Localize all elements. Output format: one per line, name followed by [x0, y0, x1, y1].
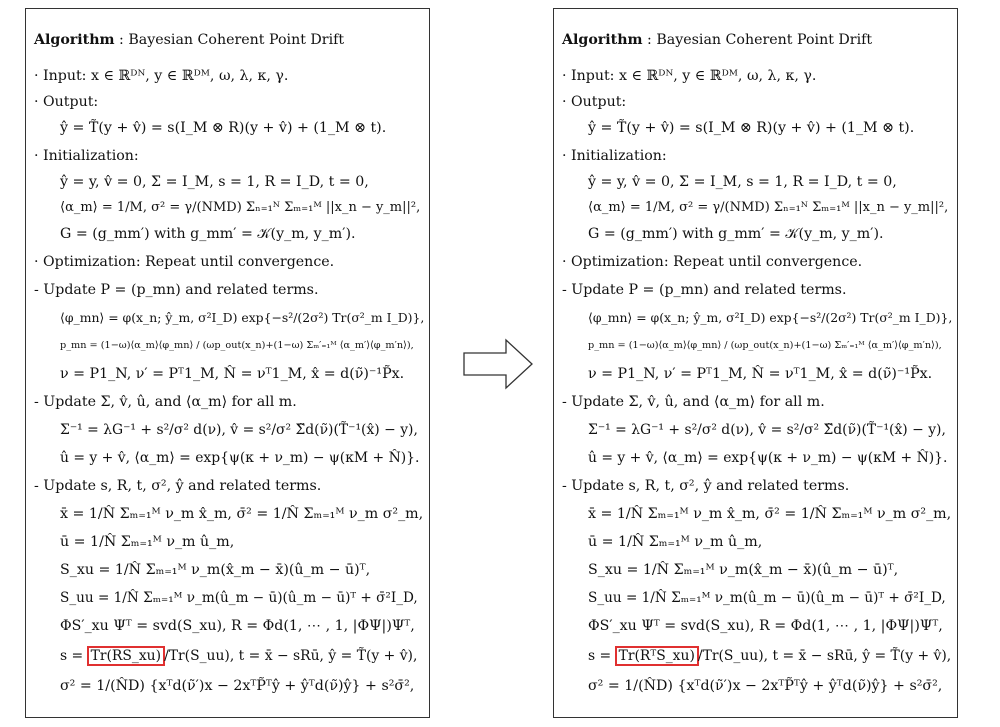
sigma-formula: Σ⁻¹ = λG⁻¹ + s²/σ² d(ν), v̂ = s²/σ² Σ̃d(ν̃)(T̃⁻¹(x̂) − y),	[60, 422, 418, 438]
s-formula-prefix: s =	[588, 648, 616, 664]
output-label: · Output:	[562, 94, 627, 110]
output-label: · Output:	[34, 94, 99, 110]
ubar-formula: ū = 1/N̂ Σₘ₌₁ᴹ ν_m û_m,	[588, 534, 763, 550]
algorithm-title	[554, 31, 872, 49]
u-alpha-formula: û = y + v̂, ⟨α_m⟩ = exp{ψ(κ + ν_m) − ψ(κM + N̂)}.	[60, 450, 420, 466]
ubar-formula: ū = 1/N̂ Σₘ₌₁ᴹ ν_m û_m,	[60, 534, 235, 550]
svd-formula: ΦS′_xu Ψᵀ = svd(S_xu), R = Φd(1, ⋯ , 1, |ΦΨ|)Ψᵀ,	[588, 618, 943, 634]
init-line-1: ŷ = y, v̂ = 0, Σ = I_M, s = 1, R = I_D, t = 0,	[60, 174, 369, 190]
svd-formula: ΦS′_xu Ψᵀ = svd(S_xu), R = Φd(1, ⋯ , 1, |ΦΨ|)Ψᵀ,	[60, 618, 415, 634]
algorithm-box-corrected	[553, 8, 958, 718]
update-sigma-label: - Update Σ, v̂, û, and ⟨α_m⟩ for all m.	[34, 394, 297, 410]
s-formula-prefix: s =	[60, 648, 88, 664]
sigma2-formula: σ² = 1/(N̂D) {xᵀd(ν̃′)x − 2xᵀP̃ᵀŷ + ŷᵀd(ν̃)ŷ} + s²σ̄²,	[588, 678, 943, 694]
xbar-formula: x̄ = 1/N̂ Σₘ₌₁ᴹ ν_m x̂_m, σ̄² = 1/N̂ Σₘ₌₁ᴹ ν_m σ²_m,	[60, 506, 424, 522]
s-formula	[554, 647, 951, 665]
nu-formula: ν = P1_N, ν′ = Pᵀ1_M, N̂ = νᵀ1_M, x̂ = d(ν̃)⁻¹P̃x.	[60, 366, 405, 382]
suu-formula: S_uu = 1/N̂ Σₘ₌₁ᴹ ν_m(û_m − ū)(û_m − ū)ᵀ + σ̄²I_D,	[60, 590, 418, 606]
update-s-label: - Update s, R, t, σ², ŷ and related terms.	[34, 478, 322, 494]
optimization-label: · Optimization: Repeat until convergence.	[34, 254, 335, 270]
input-line: · Input: x ∈ ℝᴰᴺ, y ∈ ℝᴰᴹ, ω, λ, κ, γ.	[562, 68, 817, 84]
algorithm-heading: Algorithm	[34, 32, 115, 48]
algorithm-content	[554, 9, 957, 717]
output-formula: ŷ = T̃(y + v̂) = s(I_M ⊗ R)(y + v̂) + (1_M ⊗ t).	[60, 120, 387, 136]
algorithm-box-original	[25, 8, 430, 718]
phi-formula: ⟨φ_mn⟩ = φ(x_n; ŷ_m, σ²I_D) exp{−s²/(2σ²) Tr(σ²_m I_D)},	[588, 310, 953, 325]
u-alpha-formula: û = y + v̂, ⟨α_m⟩ = exp{ψ(κ + ν_m) − ψ(κM + N̂)}.	[588, 450, 948, 466]
algorithm-heading: Algorithm	[562, 32, 643, 48]
right-arrow-icon	[462, 338, 534, 390]
algorithm-name: : Bayesian Coherent Point Drift	[119, 32, 345, 48]
initialization-label: · Initialization:	[562, 148, 667, 164]
update-sigma-label: - Update Σ, v̂, û, and ⟨α_m⟩ for all m.	[562, 394, 825, 410]
init-line-1: ŷ = y, v̂ = 0, Σ = I_M, s = 1, R = I_D, t = 0,	[588, 174, 897, 190]
init-line-2: ⟨α_m⟩ = 1/M, σ² = γ/(NMD) Σₙ₌₁ᴺ Σₘ₌₁ᴹ ||x_n − y_m||²,	[588, 200, 949, 215]
initialization-label: · Initialization:	[34, 148, 139, 164]
update-s-label: - Update s, R, t, σ², ŷ and related terms.	[562, 478, 850, 494]
s-formula-suffix: /Tr(S_uu), t = x̄ − sRū, ŷ = T̃(y + v̂),	[697, 648, 952, 664]
optimization-label: · Optimization: Repeat until convergence.	[562, 254, 863, 270]
sigma-formula: Σ⁻¹ = λG⁻¹ + s²/σ² d(ν), v̂ = s²/σ² Σ̃d(ν̃)(T̃⁻¹(x̂) − y),	[588, 422, 946, 438]
s-formula-suffix: /Tr(S_uu), t = x̄ − sRū, ŷ = T̃(y + v̂),	[164, 648, 418, 664]
s-formula	[26, 647, 417, 665]
output-formula: ŷ = T̃(y + v̂) = s(I_M ⊗ R)(y + v̂) + (1_M ⊗ t).	[588, 120, 915, 136]
sigma2-formula: σ² = 1/(N̂D) {xᵀd(ν̃′)x − 2xᵀP̃ᵀŷ + ŷᵀd(ν̃)ŷ} + s²σ̄²,	[60, 678, 415, 694]
input-line: · Input: x ∈ ℝᴰᴺ, y ∈ ℝᴰᴹ, ω, λ, κ, γ.	[34, 68, 289, 84]
algorithm-content	[26, 9, 429, 717]
update-p-label: - Update P = (p_mn) and related terms.	[562, 282, 847, 298]
highlighted-term-original: Tr(RS_xu)	[87, 646, 165, 666]
sxu-formula: S_xu = 1/N̂ Σₘ₌₁ᴹ ν_m(x̂_m − x̄)(û_m − ū)ᵀ,	[60, 562, 371, 578]
init-line-3: G = (g_mm′) with g_mm′ = 𝒦(y_m, y_m′).	[588, 226, 884, 242]
p-formula: p_mn = (1−ω)⟨α_m⟩⟨φ_mn⟩ / (ωp_out(x_n)+(1−ω) Σₘ′₌₁ᴹ ⟨α_m′⟩⟨φ_m′n⟩),	[588, 340, 942, 351]
highlighted-term-corrected: Tr(RᵀS_xu)	[615, 646, 699, 666]
phi-formula: ⟨φ_mn⟩ = φ(x_n; ŷ_m, σ²I_D) exp{−s²/(2σ²) Tr(σ²_m I_D)},	[60, 310, 425, 325]
init-line-3: G = (g_mm′) with g_mm′ = 𝒦(y_m, y_m′).	[60, 226, 356, 242]
suu-formula: S_uu = 1/N̂ Σₘ₌₁ᴹ ν_m(û_m − ū)(û_m − ū)ᵀ + σ̄²I_D,	[588, 590, 946, 606]
nu-formula: ν = P1_N, ν′ = Pᵀ1_M, N̂ = νᵀ1_M, x̂ = d(ν̃)⁻¹P̃x.	[588, 366, 933, 382]
xbar-formula: x̄ = 1/N̂ Σₘ₌₁ᴹ ν_m x̂_m, σ̄² = 1/N̂ Σₘ₌₁ᴹ ν_m σ²_m,	[588, 506, 952, 522]
p-formula: p_mn = (1−ω)⟨α_m⟩⟨φ_mn⟩ / (ωp_out(x_n)+(1−ω) Σₘ′₌₁ᴹ ⟨α_m′⟩⟨φ_m′n⟩),	[60, 340, 414, 351]
update-p-label: - Update P = (p_mn) and related terms.	[34, 282, 319, 298]
init-line-2: ⟨α_m⟩ = 1/M, σ² = γ/(NMD) Σₙ₌₁ᴺ Σₘ₌₁ᴹ ||x_n − y_m||²,	[60, 200, 421, 215]
sxu-formula: S_xu = 1/N̂ Σₘ₌₁ᴹ ν_m(x̂_m − x̄)(û_m − ū)ᵀ,	[588, 562, 899, 578]
algorithm-title	[26, 31, 344, 49]
algorithm-name: : Bayesian Coherent Point Drift	[647, 32, 873, 48]
